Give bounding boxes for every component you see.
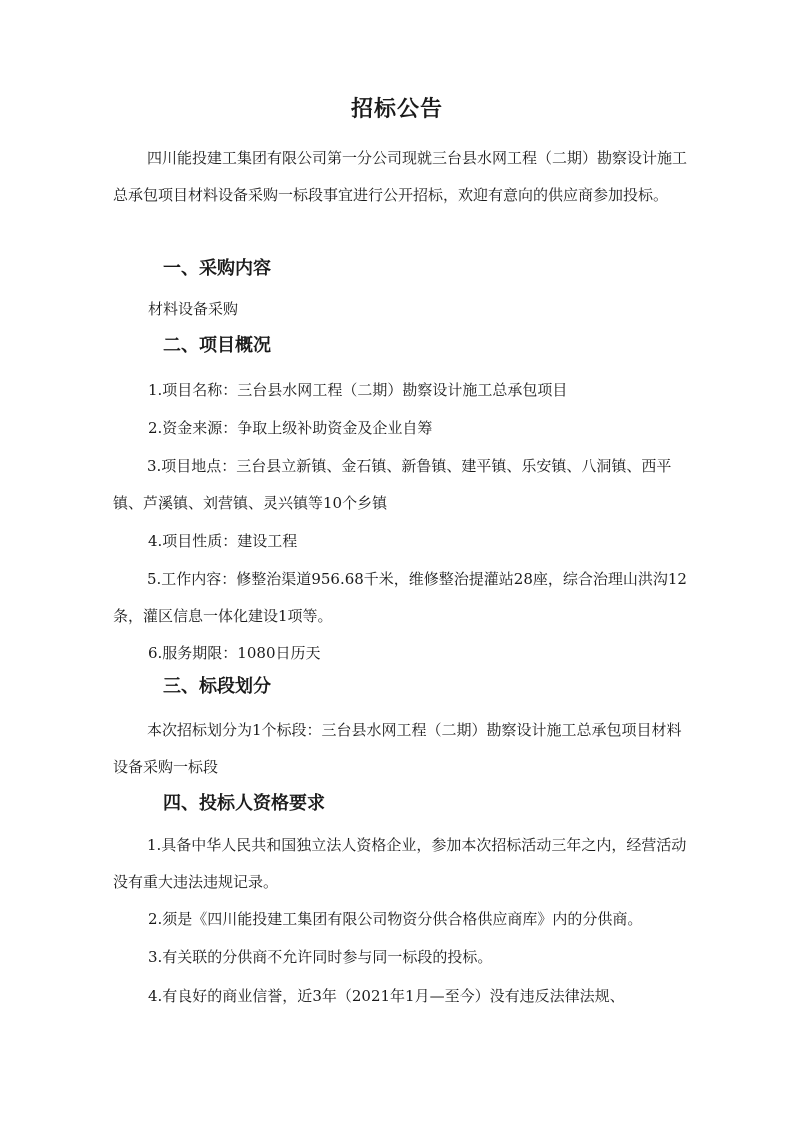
section-heading-procurement: 一、采购内容 bbox=[163, 258, 271, 279]
page-title: 招标公告 bbox=[350, 97, 443, 122]
overview-item-work: 5.工作内容：修整治渠道956.68千米，维修整治提灌站28座，综合治理山洪沟12条，灌区信息一体化建设1项等。 bbox=[113, 570, 687, 625]
intro-paragraph: 四川能投建工集团有限公司第一分公司现就三台县水网工程（二期）勘察设计施工总承包项目材料设备采购一标段事宜进行公开招标，欢迎有意向的供应商参加投标。 bbox=[113, 149, 688, 204]
section-heading-overview: 二、项目概况 bbox=[163, 335, 271, 356]
procurement-content: 材料设备采购 bbox=[148, 300, 239, 318]
overview-item-nature: 4.项目性质：建设工程 bbox=[148, 532, 298, 550]
overview-item-name: 1.项目名称：三台县水网工程（二期）勘察设计施工总承包项目 bbox=[148, 381, 568, 399]
qualification-item-1: 1.具备中华人民共和国独立法人资格企业，参加本次招标活动三年之内，经营活动没有重大违法违规记录。 bbox=[113, 836, 687, 891]
qualification-item-3: 3.有关联的分供商不允许同时参与同一标段的投标。 bbox=[148, 948, 493, 966]
qualification-item-4: 4.有良好的商业信誉，近3年（2021年1月—至今）没有违反法律法规、 bbox=[148, 987, 625, 1005]
section-heading-lots: 三、标段划分 bbox=[163, 676, 271, 697]
lots-paragraph: 本次招标划分为1个标段：三台县水网工程（二期）勘察设计施工总承包项目材料设备采购一标段 bbox=[113, 721, 682, 776]
overview-item-funding: 2.资金来源：争取上级补助资金及企业自筹 bbox=[148, 419, 433, 437]
overview-item-period: 6.服务期限：1080日历天 bbox=[148, 644, 321, 662]
overview-item-location: 3.项目地点：三台县立新镇、金石镇、新鲁镇、建平镇、乐安镇、八洞镇、西平镇、芦溪镇、刘营镇、灵兴镇等10个乡镇 bbox=[113, 457, 672, 512]
section-heading-qualification: 四、投标人资格要求 bbox=[163, 793, 325, 814]
qualification-item-2: 2.须是《四川能投建工集团有限公司物资分供合格供应商库》内的分供商。 bbox=[148, 910, 643, 928]
